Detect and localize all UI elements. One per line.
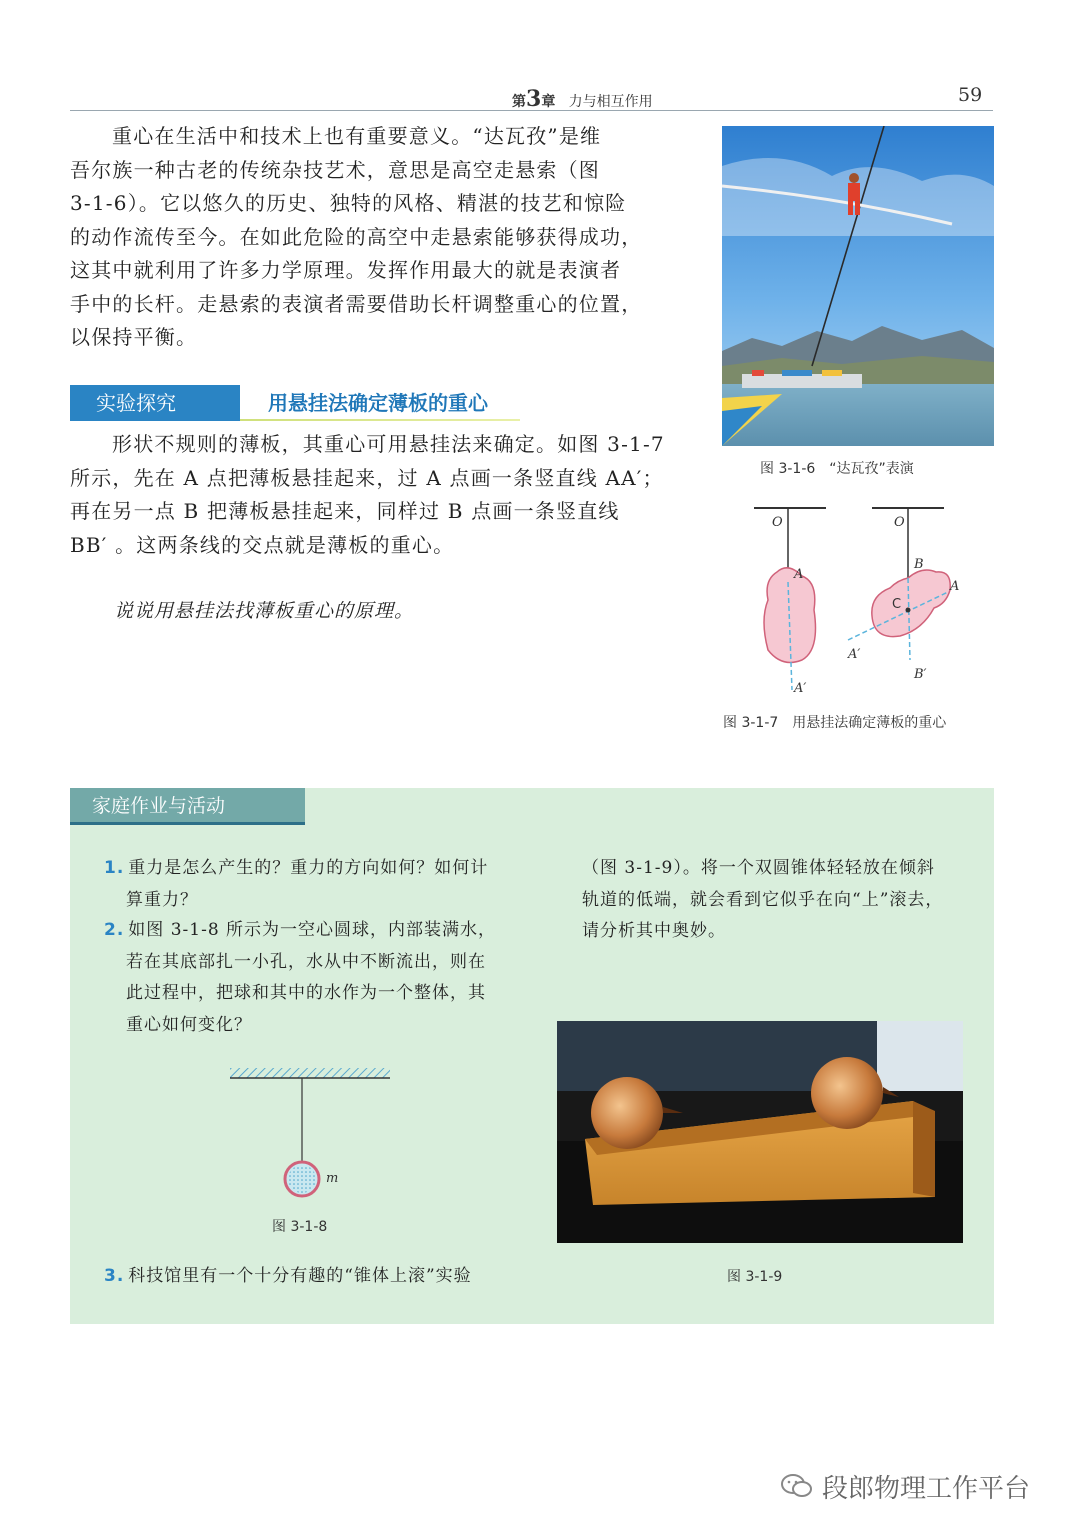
question-number: 1. xyxy=(104,858,125,878)
question-text: 算重力？ xyxy=(126,889,198,910)
question-number: 2. xyxy=(104,920,125,940)
label-m: m xyxy=(326,1171,339,1186)
homework-tag: 家庭作业与活动 xyxy=(70,788,305,824)
label-A-left: A xyxy=(794,567,804,582)
suspension-diagram xyxy=(722,500,994,700)
experiment-line: 形状不规则的薄板，其重心可用悬挂法来确定。如图 3-1-7 xyxy=(112,432,665,456)
question-2 xyxy=(104,915,496,1041)
question-number: 3. xyxy=(104,1266,125,1286)
experiment-line: BB′ 。这两条线的交点就是薄板的重心。 xyxy=(70,532,455,557)
intro-line: 3-1-6）。它以悠久的历史、独特的风格、精湛的技艺和惊险 xyxy=(70,191,627,215)
question-text: 重力是怎么产生的？重力的方向如何？如何计 xyxy=(128,858,489,878)
intro-paragraph xyxy=(70,120,670,355)
label-A-prime-left: A′ xyxy=(794,681,807,696)
question-text: 轨道的低端，就会看到它似乎在向“上”滚去， xyxy=(582,889,944,910)
question-1 xyxy=(104,853,488,916)
question-text: 此过程中，把球和其中的水作为一个整体，其 xyxy=(126,983,486,1003)
experiment-paragraph xyxy=(70,428,670,562)
intro-line: 吾尔族一种古老的传统杂技艺术，意思是高空走悬索（图 xyxy=(70,157,600,182)
figure-caption-3-1-8: 图 3-1-8 xyxy=(272,1219,328,1235)
figure-caption-3-1-7: 图 3-1-7 用悬挂法确定薄板的重心 xyxy=(723,715,947,731)
question-text: 重心如何变化？ xyxy=(126,1014,252,1035)
double-cone-photo xyxy=(557,1021,963,1243)
question-text: 如图 3-1-8 所示为一空心圆球，内部装满水， xyxy=(128,920,497,940)
question-3 xyxy=(104,1261,472,1293)
question-text: （图 3-1-9）。将一个双圆锥体轻轻放在倾斜 xyxy=(582,858,935,878)
label-O-left: O xyxy=(772,515,783,530)
intro-line: 以保持平衡。 xyxy=(70,325,198,349)
question-text: 科技馆里有一个十分有趣的“锥体上滚”实验 xyxy=(128,1266,472,1286)
wechat-icon xyxy=(780,1473,814,1499)
chapter-prefix: 第 xyxy=(512,94,526,110)
experiment-title: 用悬挂法确定薄板的重心 xyxy=(268,391,488,415)
label-C: C xyxy=(892,597,902,612)
experiment-title-underline xyxy=(240,419,520,421)
figure-caption-3-1-6: 图 3-1-6 “达瓦孜”表演 xyxy=(760,461,914,477)
question-text: 若在其底部扎一小孔，水从中不断流出，则在 xyxy=(126,951,486,972)
tightrope-photo xyxy=(722,126,994,446)
intro-line: 手中的长杆。走悬索的表演者需要借助长杆调整重心的位置， xyxy=(70,291,643,316)
chapter-number: 3 xyxy=(526,86,542,112)
page-number: 59 xyxy=(958,84,983,106)
experiment-line: 再在另一点 B 把薄板悬挂起来，同样过 B 点画一条竖直线 xyxy=(70,499,620,523)
label-O-right: O xyxy=(894,515,905,530)
homework-tag-rule xyxy=(70,822,305,825)
figure-caption-3-1-9: 图 3-1-9 xyxy=(727,1269,783,1285)
hollow-sphere-diagram xyxy=(228,1062,394,1202)
label-B: B xyxy=(914,557,924,572)
intro-line: 重心在生活中和技术上也有重要意义。“达瓦孜”是维 xyxy=(112,124,602,148)
label-A-right: A xyxy=(950,579,960,594)
intro-line: 这其中就利用了许多力学原理。发挥作用最大的就是表演者 xyxy=(70,258,622,282)
experiment-line: 所示，先在 A 点把薄板悬挂起来，过 A 点画一条竖直线 AA′； xyxy=(70,465,664,490)
question-text: 请分析其中奥妙。 xyxy=(582,921,726,941)
label-B-prime: B′ xyxy=(914,667,927,682)
question-3-continued xyxy=(582,853,943,948)
chapter-suffix: 章 xyxy=(541,94,556,110)
chapter-title: 力与相互作用 xyxy=(568,94,653,110)
watermark-label: 段郎物理工作平台 xyxy=(822,1474,1031,1504)
intro-line: 的动作流传至今。在如此危险的高空中走悬索能够获得成功， xyxy=(70,224,643,249)
label-A-prime-right: A′ xyxy=(848,647,861,662)
experiment-tag: 实验探究 xyxy=(70,385,240,421)
watermark-text xyxy=(822,1468,1030,1505)
discussion-prompt: 说说用悬挂法找薄板重心的原理。 xyxy=(114,600,415,622)
chapter-header xyxy=(512,86,653,112)
